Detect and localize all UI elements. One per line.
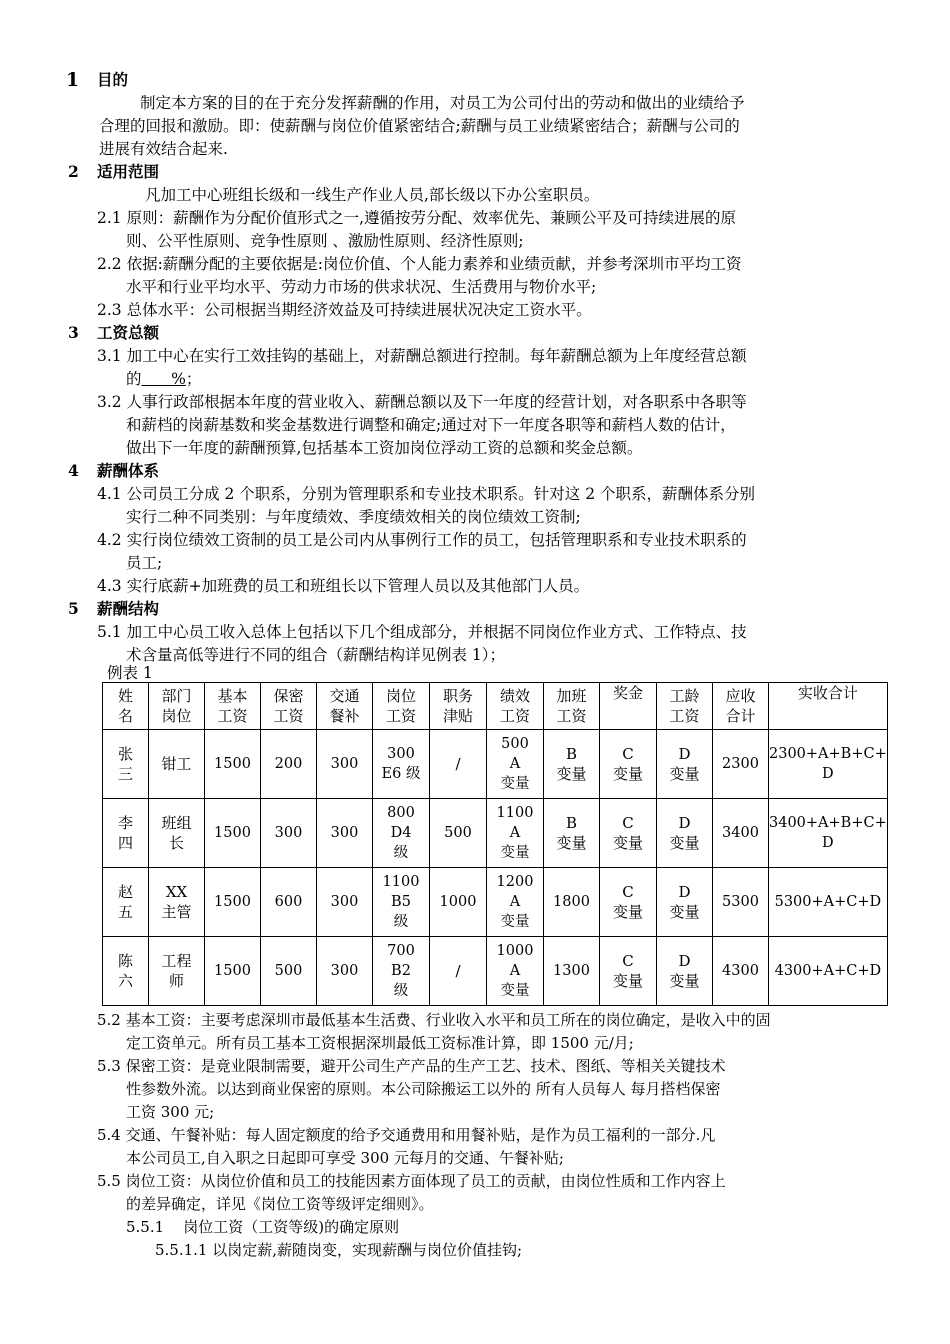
table-cell — [373, 799, 430, 868]
cell-text: 陈 — [117, 952, 133, 970]
header-cell — [205, 683, 261, 730]
cell-text: 700 — [387, 943, 415, 959]
table-cell — [769, 730, 888, 799]
table-cell: 1000 — [430, 868, 487, 937]
cell-text: 1800 — [553, 894, 590, 910]
table-cell: 300 — [261, 799, 317, 868]
cell-text: C — [622, 952, 634, 970]
cell-text: 4300+A+C+D — [774, 963, 882, 979]
header-text: 工资 — [669, 707, 700, 725]
cell-text: 长 — [168, 834, 184, 852]
table-header-row — [103, 683, 888, 730]
text: 的 — [126, 370, 142, 388]
text: ； — [185, 370, 202, 388]
table-cell: 300 — [317, 799, 373, 868]
header-text: 加班 — [556, 687, 587, 705]
table-cell — [600, 730, 657, 799]
paragraph-line: 进展有效结合起来. — [99, 140, 228, 158]
table-cell: 300 — [317, 937, 373, 1006]
table-cell: 2300 — [713, 730, 769, 799]
table-cell — [487, 730, 544, 799]
paragraph-line: 工资 300 元; — [126, 1103, 215, 1121]
header-text: 实收合计 — [797, 684, 858, 702]
paragraph-line: 5.5.1.1 以岗定薪,薪随岗变，实现薪酬与岗位价值挂钩; — [155, 1241, 523, 1259]
cell-text: A — [509, 894, 521, 910]
cell-text: 1100 — [382, 874, 420, 890]
paragraph-line: 的差异确定，详见《岗位工资等级评定细则》。 — [126, 1195, 434, 1213]
section-3-title: 工资总额 — [97, 324, 160, 342]
cell-text: 变量 — [500, 914, 530, 930]
paragraph-line: 3.1 加工中心在实行工效挂钩的基础上，对薪酬总额进行控制。每年薪酬总额为上年度经营总额 — [97, 347, 747, 365]
table-cell — [149, 730, 205, 799]
table-row — [103, 868, 888, 937]
table-row — [103, 937, 888, 1006]
paragraph-line: 5.3 保密工资：是竟业限制需要，避开公司生产产品的生产工艺、技术、图纸、等相关关键技术 — [97, 1057, 726, 1075]
table-cell — [657, 868, 713, 937]
cell-text: 变量 — [612, 765, 643, 783]
cell-text: XX — [165, 883, 188, 901]
cell-text: 主管 — [161, 903, 192, 921]
cell-text: 800 — [387, 805, 415, 821]
paragraph-line: 做出下一年度的薪酬预算,包括基本工资加岗位浮动工资的总额和奖金总额。 — [126, 439, 643, 457]
table-cell — [103, 868, 149, 937]
table-cell: 1500 — [205, 937, 261, 1006]
table-cell: 300 — [317, 868, 373, 937]
cell-text: D — [822, 766, 834, 782]
header-cell — [544, 683, 600, 730]
cell-text: B5 — [391, 894, 411, 910]
header-text: 工资 — [217, 707, 248, 725]
cell-text: 1100 — [496, 805, 534, 821]
cell-text: 班组 — [161, 814, 192, 832]
header-cell — [317, 683, 373, 730]
section-5-title: 薪酬结构 — [97, 600, 160, 618]
table-cell: 1500 — [205, 799, 261, 868]
table-cell — [487, 937, 544, 1006]
paragraph-line: 2.2 依据:薪酬分配的主要依据是:岗位价值、个人能力素养和业绩贡献，并参考深圳市平均工资 — [97, 255, 742, 273]
header-text: 应收 — [725, 687, 756, 705]
header-text: 工资 — [273, 707, 304, 725]
paragraph-line: 本公司员工,自入职之日起即可享受 300 元每月的交通、午餐补贴; — [126, 1149, 564, 1167]
paragraph-line: 员工; — [126, 554, 163, 572]
cell-text: C — [622, 814, 634, 832]
cell-text: 300 — [387, 746, 415, 762]
table-cell: 600 — [261, 868, 317, 937]
header-text: 部门 — [161, 687, 192, 705]
table-cell — [373, 937, 430, 1006]
cell-text: 钳工 — [161, 755, 192, 773]
header-text: 工资 — [556, 707, 587, 725]
table-caption: 例表 1 — [107, 664, 153, 682]
cell-text: E6 级 — [381, 766, 421, 782]
table-cell — [149, 868, 205, 937]
cell-text: 级 — [393, 845, 409, 861]
table-cell: 300 — [317, 730, 373, 799]
percent-blank: % — [141, 370, 186, 388]
cell-text: 变量 — [669, 972, 700, 990]
cell-text: 变量 — [669, 903, 700, 921]
cell-text: D — [678, 745, 691, 763]
table-cell: 1500 — [205, 868, 261, 937]
header-cell — [769, 683, 888, 730]
cell-text: B — [565, 745, 578, 763]
cell-text: 五 — [117, 903, 133, 921]
cell-text: 变量 — [612, 972, 643, 990]
header-text: 姓 — [117, 687, 133, 705]
header-text: 工资 — [499, 707, 530, 725]
cell-text: 1000 — [496, 943, 534, 959]
paragraph-line: 4.3 实行底薪+加班费的员工和班组长以下管理人员以及其他部门人员。 — [97, 577, 590, 595]
cell-text: D4 — [390, 825, 412, 841]
section-2-title: 适用范围 — [97, 163, 160, 181]
cell-text: A — [509, 825, 521, 841]
paragraph-line: 实行二种不同类别：与年度绩效、季度绩效相关的岗位绩效工资制; — [126, 508, 581, 526]
table-cell: / — [430, 730, 487, 799]
header-text: 工龄 — [669, 687, 700, 705]
cell-text: 变量 — [556, 834, 587, 852]
header-cell — [487, 683, 544, 730]
table-cell — [544, 937, 600, 1006]
table-cell — [769, 799, 888, 868]
header-text: 绩效 — [499, 687, 530, 705]
cell-text: C — [622, 745, 634, 763]
paragraph-line: 则、公平性原则、竞争性原则 、激励性原则、经济性原则; — [126, 232, 524, 250]
header-text: 名 — [117, 707, 133, 725]
header-text: 职务 — [442, 687, 473, 705]
table-cell — [769, 937, 888, 1006]
table-cell — [657, 799, 713, 868]
cell-text: 变量 — [669, 765, 700, 783]
table-cell: 200 — [261, 730, 317, 799]
header-cell — [149, 683, 205, 730]
table-cell: 3400 — [713, 799, 769, 868]
table-cell: 5300 — [713, 868, 769, 937]
header-text: 基本 — [217, 687, 248, 705]
cell-text: 张 — [117, 745, 133, 763]
table-cell — [149, 799, 205, 868]
section-5-number: 5 — [68, 599, 79, 618]
table-cell — [149, 937, 205, 1006]
header-text: 交通 — [329, 687, 360, 705]
table-cell — [544, 730, 600, 799]
table-cell: 4300 — [713, 937, 769, 1006]
header-cell — [373, 683, 430, 730]
paragraph-line: 4.2 实行岗位绩效工资制的员工是公司内从事例行工作的员工，包括管理职系和专业技术职系的 — [97, 531, 747, 549]
paragraph-line: 5.1 加工中心员工收入总体上包括以下几个组成部分，并根据不同岗位作业方式、工作特点、技 — [97, 623, 747, 641]
cell-text: B — [565, 814, 578, 832]
table-cell — [600, 868, 657, 937]
cell-text: 四 — [117, 834, 133, 852]
cell-text: B2 — [391, 963, 411, 979]
table-cell — [103, 799, 149, 868]
table-cell: 500 — [261, 937, 317, 1006]
cell-text: D — [678, 952, 691, 970]
cell-text: 六 — [117, 972, 133, 990]
cell-text: 变量 — [612, 834, 643, 852]
table-cell — [373, 868, 430, 937]
header-cell — [261, 683, 317, 730]
cell-text: A — [509, 756, 521, 772]
header-cell — [713, 683, 769, 730]
cell-text: 1200 — [496, 874, 534, 890]
header-text: 合计 — [725, 707, 756, 725]
table-cell — [544, 868, 600, 937]
paragraph-line: 水平和行业平均水平、劳动力市场的供求状况、生活费用与物价水平; — [126, 278, 597, 296]
cell-text: 1300 — [553, 963, 590, 979]
table-cell — [487, 868, 544, 937]
table-cell — [769, 868, 888, 937]
paragraph-line: 2.3 总体水平：公司根据当期经济效益及可持续进展状况决定工资水平。 — [97, 301, 592, 319]
cell-text: 变量 — [500, 983, 530, 999]
paragraph-line: 制定本方案的目的在于充分发挥薪酬的作用，对员工为公司付出的劳动和做出的业绩给予 — [140, 94, 745, 112]
header-cell — [430, 683, 487, 730]
cell-text: 2300+A+B+C+ — [769, 746, 887, 762]
cell-text: 李 — [117, 814, 133, 832]
paragraph-line — [126, 368, 201, 391]
header-text: 奖金 — [612, 684, 643, 702]
header-text: 工资 — [385, 707, 416, 725]
section-1-number: 1 — [66, 69, 80, 91]
section-2-number: 2 — [68, 162, 79, 181]
table-cell — [600, 799, 657, 868]
table-cell: / — [430, 937, 487, 1006]
table-cell — [103, 937, 149, 1006]
table-cell — [373, 730, 430, 799]
section-4-number: 4 — [68, 461, 79, 480]
subsection-heading: 5.5.1 岗位工资（工资等级)的确定原则 — [126, 1218, 400, 1236]
table-cell — [487, 799, 544, 868]
paragraph-line: 5.4 交通、午餐补贴：每人固定额度的给予交通费用和用餐补贴，是作为员工福利的一部分.凡 — [97, 1126, 716, 1144]
header-text: 岗位 — [161, 707, 192, 725]
paragraph-line: 定工资单元。所有员工基本工资根据深圳最低工资标准计算，即 1500 元/月; — [126, 1034, 634, 1052]
cell-text: 赵 — [117, 883, 133, 901]
table-cell — [657, 937, 713, 1006]
header-text: 保密 — [273, 687, 304, 705]
cell-text: 三 — [117, 765, 133, 783]
table-cell: 500 — [430, 799, 487, 868]
paragraph-line: 3.2 人事行政部根据本年度的营业收入、薪酬总额以及下一年度的经营计划，对各职系中各职等 — [97, 393, 747, 411]
header-cell — [657, 683, 713, 730]
paragraph-line: 5.5 岗位工资：从岗位价值和员工的技能因素方面体现了员工的贡献，由岗位性质和工作内容上 — [97, 1172, 726, 1190]
paragraph-line: 术含量高低等进行不同的组合（薪酬结构详见例表 1）； — [126, 646, 506, 664]
paragraph-line: 5.2 基本工资：主要考虑深圳市最低基本生活费、行业收入水平和员工所在的岗位确定，是收入中的固 — [97, 1011, 771, 1029]
paragraph-line: 性参数外流。以达到商业保密的原则。本公司除搬运工以外的 所有人员每人 每月搭档保密 — [126, 1080, 721, 1098]
cell-text: 500 — [501, 736, 529, 752]
section-1-title: 目的 — [97, 71, 129, 89]
paragraph-line: 凡加工中心班组长级和一线生产作业人员,部长级以下办公室职员。 — [145, 186, 600, 204]
table-cell — [103, 730, 149, 799]
cell-text: 变量 — [556, 765, 587, 783]
paragraph-line: 4.1 公司员工分成 2 个职系，分别为管理职系和专业技术职系。针对这 2 个职系，薪酬体系分别 — [97, 485, 756, 503]
cell-text: 级 — [393, 914, 409, 930]
paragraph-line: 2.1 原则：薪酬作为分配价值形式之一,遵循按劳分配、效率优先、兼顾公平及可持续进展的原 — [97, 209, 737, 227]
cell-text: 变量 — [669, 834, 700, 852]
cell-text: 变量 — [500, 776, 530, 792]
cell-text: 级 — [393, 983, 409, 999]
cell-text: 工程 — [161, 952, 192, 970]
header-text: 津贴 — [442, 707, 473, 725]
header-text: 岗位 — [385, 687, 416, 705]
table-cell — [657, 730, 713, 799]
cell-text: D — [678, 883, 691, 901]
paragraph-line: 合理的回报和激励。即：使薪酬与岗位价值紧密结合;薪酬与员工业绩紧密结合；薪酬与公司的 — [99, 117, 740, 135]
header-text: 餐补 — [329, 707, 360, 725]
cell-text: A — [509, 963, 521, 979]
table-cell — [600, 937, 657, 1006]
table-row — [103, 799, 888, 868]
section-4-title: 薪酬体系 — [97, 462, 160, 480]
cell-text: 3400+A+B+C+ — [769, 815, 887, 831]
cell-text: D — [678, 814, 691, 832]
section-3-number: 3 — [68, 323, 79, 342]
paragraph-line: 和薪档的岗薪基数和奖金基数进行调整和确定;通过对下一年度各职等和薪档人数的估计， — [126, 416, 736, 434]
cell-text: D — [822, 835, 834, 851]
cell-text: 变量 — [612, 903, 643, 921]
header-cell — [600, 683, 657, 730]
table-cell — [544, 799, 600, 868]
cell-text: 5300+A+C+D — [774, 894, 882, 910]
header-cell — [103, 683, 149, 730]
cell-text: C — [622, 883, 634, 901]
salary-structure-table — [102, 682, 888, 1006]
table-cell: 1500 — [205, 730, 261, 799]
table-row — [103, 730, 888, 799]
cell-text: 师 — [168, 972, 184, 990]
cell-text: 变量 — [500, 845, 530, 861]
